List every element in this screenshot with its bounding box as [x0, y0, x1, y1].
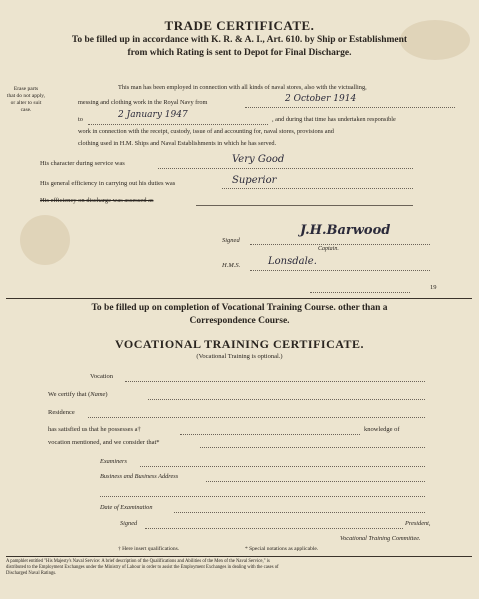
- vocational-certificate-title: VOCATIONAL TRAINING CERTIFICATE.: [114, 337, 365, 351]
- discharge-line: [196, 205, 413, 206]
- hms-line: [250, 270, 430, 271]
- footer-line: Discharged Naval Ratings.: [6, 571, 57, 577]
- vocation-line: [125, 381, 425, 382]
- trade-subtitle-line-2: from which Rating is sent to Depot for Final Discharge.: [127, 48, 352, 58]
- year-suffix: 19: [430, 284, 437, 291]
- captain-label: Captain.: [318, 246, 339, 252]
- residence-label: Residence: [48, 409, 75, 416]
- trade-body-line-3-end: , and during that time has undertaken responsible: [272, 116, 396, 123]
- paper-stain: [20, 215, 70, 265]
- footer-line: A pamphlet entitled "His Majesty's Naval Service: A brief description of the Qualifications and Abilities of the Men of the Naval Service," is: [6, 559, 270, 564]
- trade-subtitle-line-1: To be filled up in accordance with K. R. & A. I., Art. 610. by Ship or Establishment: [71, 35, 408, 45]
- trade-body-line-4: work in connection with the receipt, custody, issue of and accounting for, naval stores, provisions and: [78, 128, 334, 135]
- efficiency-label: His general efficiency in carrying out his duties was: [40, 180, 176, 187]
- margin-note: [2, 86, 50, 114]
- business-line: [206, 481, 425, 482]
- trade-certificate-title: TRADE CERTIFICATE.: [164, 18, 315, 33]
- hms-label: H.M.S.: [222, 262, 241, 269]
- vocational-heading-line-2: Correspondence Course.: [189, 316, 290, 326]
- consider-line: [200, 447, 425, 448]
- business-label: Business and Business Address: [100, 473, 179, 480]
- vocation-mentioned-label: vocation mentioned, and we consider that*: [48, 439, 160, 446]
- vocational-signed-label: Signed: [120, 520, 138, 527]
- character-line: [158, 168, 413, 169]
- trade-body-line-2: messing and clothing work in the Royal Navy from: [78, 99, 208, 106]
- certify-name: Name: [90, 391, 106, 398]
- certify-text: We certify that (: [48, 391, 91, 398]
- section-divider: [6, 298, 472, 299]
- president-label: President,: [405, 520, 431, 527]
- qualification-line: [180, 434, 360, 435]
- residence-line: [88, 417, 425, 418]
- margin-note-line: that do not apply,: [6, 93, 46, 99]
- business-line-2: [100, 496, 425, 497]
- discharge-label: His efficiency on discharge was assessed as: [40, 197, 154, 204]
- footnote-star: * Special notations as applicable.: [245, 546, 319, 552]
- captain-signature: J.H.Barwood: [300, 223, 391, 238]
- footer-line: distributed to the Employment Exchanges under the Ministry of Labour in order to assist the Employment Exchanges in dealing with the cases of: [6, 565, 279, 571]
- footnote-dagger: † Here insert qualifications.: [118, 546, 180, 552]
- from-date-line: [245, 107, 455, 108]
- to-date-value: 2 January 1947: [118, 110, 188, 120]
- trade-body-line-5: clothing used in H.M. Ships and Naval Establishments in which he has served.: [78, 140, 277, 147]
- examiners-line: [140, 466, 425, 467]
- date-of-examination-label: Date of Examination: [100, 504, 153, 511]
- character-value: Very Good: [232, 154, 285, 165]
- from-date-value: 2 October 1914: [285, 94, 357, 104]
- certify-close: ): [105, 391, 108, 398]
- date-line: [310, 292, 410, 293]
- date-of-examination-line: [174, 512, 425, 513]
- character-label: His character during service was: [40, 160, 125, 167]
- vocational-note: (Vocational Training is optional.): [196, 353, 283, 360]
- trade-body-line-3-start: to: [78, 116, 83, 123]
- efficiency-value: Superior: [232, 175, 277, 186]
- vocation-label: Vocation: [90, 373, 113, 380]
- committee-label: Vocational Training Committee.: [340, 535, 421, 542]
- signature-line: [250, 244, 430, 245]
- signed-label: Signed: [222, 237, 240, 244]
- margin-note-line: case.: [20, 107, 32, 113]
- president-signature-line: [145, 528, 403, 529]
- name-line: [148, 399, 425, 400]
- satisfied-label: has satisfied us that he possesses a†: [48, 426, 141, 433]
- footer-divider: [6, 556, 472, 557]
- footer-note: [6, 559, 472, 578]
- certify-label: [48, 391, 108, 398]
- hms-value: Lonsdale.: [268, 256, 317, 267]
- efficiency-line: [222, 188, 413, 189]
- trade-body-line-1: This man has been employed in connection with all kinds of naval stores, also with the victualling,: [118, 84, 367, 91]
- knowledge-label: knowledge of: [364, 426, 400, 433]
- margin-note-line: Erase parts: [13, 86, 39, 92]
- to-date-line: [88, 124, 268, 125]
- margin-note-line: or alter to suit: [10, 100, 42, 106]
- examiners-label: Examiners: [100, 458, 127, 465]
- vocational-heading-line-1: To be filled up on completion of Vocational Training Course. other than a: [91, 303, 388, 313]
